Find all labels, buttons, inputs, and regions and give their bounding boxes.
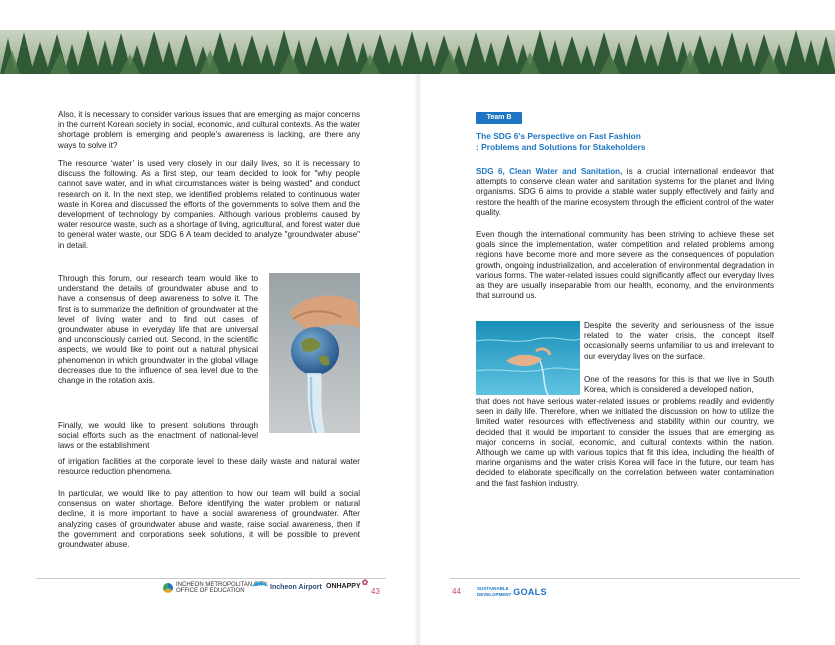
- sdg6-highlight: SDG 6, Clean Water and Sanitation,: [476, 167, 623, 176]
- flower-icon: ✿: [361, 578, 369, 587]
- right-paragraph-3: Despite the severity and seriousness of the issue related to the water crisis, the concept itself occasionally seems unfamiliar to us and irrelevant to our everyday lives on the surface.: [584, 321, 774, 361]
- section-title: [476, 131, 776, 152]
- section-title-line-1: The SDG 6's Perspective on Fast Fashion: [476, 131, 641, 141]
- sdg-logo-word-2: DEVELOPMENT: [477, 592, 512, 597]
- office-name-line-1: INCHEON METROPOLITAN CITY: [176, 582, 268, 588]
- right-footer-line: [450, 578, 800, 579]
- right-paragraph-1-text: is a crucial international endeavor that attempts to conserve clean water and sanitation systems for the planet and living organisms. SDG 6 aims to provide a stable water supply effectively and fairly and restore the health of the marine ecosystem through the efficient control of the water quality.: [476, 167, 774, 217]
- incheon-airport-label: Incheon Airport: [270, 584, 322, 591]
- earth-water-photo: [269, 273, 360, 433]
- left-paragraph-6: In particular, we would like to pay attention to how our team will build a social consensus on water shortage. Before identifying the water problem or natural decline, it is more important to have a social awareness of groundwater. After analyzing cases of groundwater abuse and waste, raise social awareness, then if the government and corporations seek solutions, it will be possible to prevent groundwater abuse.: [58, 489, 360, 550]
- onhappy-logo: [326, 578, 369, 591]
- hands-water-photo: [476, 321, 580, 395]
- right-paragraph-2: Even though the international community has been striving to achieve these set goals since the implementation, water competition and related problems among regions have become more and more severe as the consequences of population growth, ongoing industrialization, and acceleration of environmental degradation in various forms. The water-related issues could significantly affect our everyday lives as they are usually inseparable from our health, economy, and the environments that surround us.: [476, 230, 774, 301]
- section-title-line-2: : Problems and Solutions for Stakeholders: [476, 141, 646, 152]
- incheon-airport-logo: [252, 582, 322, 593]
- sdg-logo-goals: GOALS: [513, 587, 547, 597]
- left-page-number: 43: [371, 587, 380, 596]
- right-paragraph-1: [476, 167, 774, 218]
- onhappy-label: ONHAPPY: [326, 583, 361, 590]
- right-page-number: 44: [452, 587, 461, 596]
- team-badge: Team B: [476, 112, 522, 124]
- forest-header-image: [0, 30, 835, 74]
- sdg-logo-word-1: SUSTAINABLE: [477, 586, 509, 591]
- book-gutter: [414, 74, 422, 645]
- incheon-airport-swoosh-icon: [252, 582, 268, 593]
- sdg-logo: [477, 586, 547, 598]
- right-paragraph-4: One of the reasons for this is that we live in South Korea, which is considered a developed nation,: [584, 375, 774, 395]
- office-name-line-2: OFFICE OF EDUCATION: [176, 588, 245, 594]
- right-paragraph-5: that does not have serious water-related issues or problems readily and evidently seen in daily life. Therefore, when we initiated the discussion on how to utilize the limited water resources with effectiveness and stability within our country, we decided that it would be important to consider the issues that are emerging as major concerns in social, economic, and cultural contexts within the nation. Although we came up with various topics that fit this idea, including the health of marine organisms and the water crisis Korea will face in the future, our team has decided to elaborate specifically on the correlation between water contamination and the fast fashion industry.: [476, 397, 774, 488]
- left-paragraph-3: Through this forum, our research team would like to understand the details of groundwater abuse and to have a consensus of deep awareness to solve it. The first is to summarize the definition of groundwater at the level of living water and to find out cases of groundwater abuse in everyday life that are universal and unconsciously carried out. Second, in the scientific aspects, we would like to point out a natural physical phenomenon in which groundwater in the global village decreases due to the influence of sea level due to the change in the rotation axis.: [58, 274, 258, 386]
- left-paragraph-2: The resource ‘water’ is used very closely in our daily lives, so it is necessary to discuss the following. As a first step, our team decided to look for "why people cannot save water, and in what circumstances water is being wasted" and conduct research on it. In the next step, we identified problems related to continuous water waste in Korea and discussed the efforts of the governments to solve them and the development of technology by companies. Although various problems caused by water resource waste, such as a shortage of living, agricultural, and forest water due to general water waste, our SDG 6 A team decided to analyze "groundwater abuse" in detail.: [58, 159, 360, 250]
- left-paragraph-4: Finally, we would like to present solutions through social efforts such as the enactment of national-level laws or the establishment: [58, 421, 258, 451]
- left-paragraph-5: of irrigation facilities at the corporate level to these daily waste and natural water resource reduction phenomena.: [58, 457, 360, 477]
- left-footer-line: [36, 578, 386, 579]
- left-paragraph-1: Also, it is necessary to consider various issues that are emerging as major concerns in the current Korean society in social, economic, and cultural contexts. As the water shortage problem is emerging and people's awareness is lacking, are there any ways to solve it?: [58, 110, 360, 150]
- incheon-education-emblem-icon: [163, 583, 173, 593]
